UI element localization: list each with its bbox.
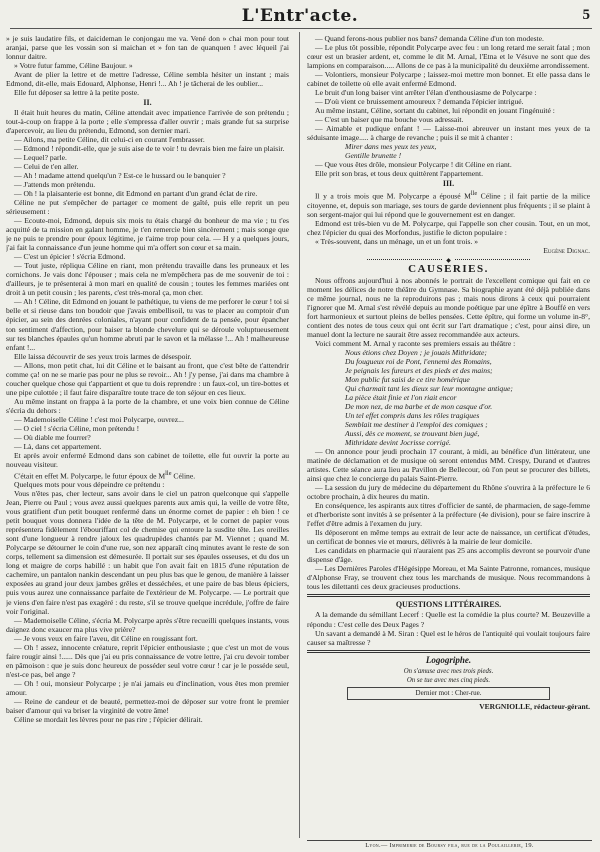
section-title: CAUSERIES. bbox=[408, 262, 489, 275]
article-paragraph: Edmond est très-bien vu de M. Polycarpe, qui l'appelle son cher cousin. Tout, en un mot, chez l'épicier du quai des Morfondus, justifie le dicton populaire : bbox=[307, 218, 590, 237]
verse-line: Qui charmait tant les dieux sur leur montagne antique; bbox=[345, 384, 513, 394]
section-heading: QUESTIONS LITTÉRAIRES. bbox=[395, 600, 502, 610]
article-paragraph: Il y a trois mois que M. Polycarpe a épousé $M^{lle}$ Céline ; il fait partie de la milice citoyenne, et, depuis son mariage, ses tours de garde deviennent plus fréquents ; il se plaint à son sergent-major qui lui répond que le gouvernement est en danger. bbox=[307, 190, 590, 219]
article-paragraph: Un savant a demandé à M. Siran : Quel est le héros de l'antiquité qui voulait toujours faire causer sa maîtresse ? bbox=[307, 628, 590, 647]
article-paragraph: — J'attends mon prétendu. bbox=[14, 180, 96, 190]
article-paragraph: — C'est un épicier ! s'écria Edmond. bbox=[14, 252, 126, 262]
article-paragraph: — D'où vient ce bruissement amoureux ? demanda l'épicier intrigué. bbox=[315, 97, 524, 107]
section-rule bbox=[307, 650, 590, 653]
editor-credit: VERGNIOLLE, rédacteur-gérant. bbox=[479, 701, 590, 711]
article-paragraph: Vous n'êtes pas, cher lecteur, sans avoir dans le ciel un patron quelconque qui s'appelle Jean, Pierre ou Paul ; vous avez aussi quelques parents aux amis qui, la veille de votre fête, vous gratifient d'un petit bouquet renfermé dans un énorme cornet de papier : eh bien ! ce petit bouquet vous donnera l'idée de la tête de M. Polycarpe, et le cornet de papier vous représentera fidèlement l'ébouriffant col de chemise qui entoure la susdite tête. Les oreilles sont d'une longueur à rendre jaloux les quadrupèdes chantés par M. Viennet ; quand M. Polycarpe se détourner le coin d'une rue, son nez apparaît cinq minutes avant le reste de son corps, tellement sa dimension est démesurée. Il portait sur ses épaules osseuses, et du dos un long et maigre de corps habillé : un habit que l'on avait fait en 1815 d'une réputation de cachemire, un pantalon nankin descendant un peu plus bas que le genou, de manière à laisser exposées au grand jour deux jambes grêles et desséchées, et une paire de bas bleus épiciers, puis vous aurez une connaissance parfaite de l'extérieur de M. Polycarpe. — Le portrait que je viens d'en faire n'est pas exagéré : du reste, s'il se trouve quelque incrédule, j'offre de faire voir l'original. bbox=[6, 489, 289, 616]
verse-line: Je peignais les fureurs et des pieds et des mains; bbox=[345, 366, 493, 376]
verse-line: Un tel effet compris dans les rôles tragiques bbox=[345, 411, 480, 421]
article-paragraph: — Celui de t'en aller. bbox=[14, 162, 79, 172]
article-paragraph: — Le plus tôt possible, répondit Polycarpe avec feu : un long retard me serait fatal ; mon cœur est un brasier ardent, et, comme le dit M. Arnal, l'Etna et le Vésuve ne sont que des lampions en comparaison..... Allons de ce pas à la municipalité du deuxième arrondissement. bbox=[307, 43, 590, 71]
section-heading: II. bbox=[143, 98, 152, 108]
article-paragraph: C'était en effet M. Polycarpe, le futur époux de $M^{lle}$ Céline. bbox=[14, 469, 196, 481]
answer-box: Dernier mot : Cher-rue. bbox=[347, 687, 550, 700]
column-divider bbox=[299, 32, 300, 838]
article-paragraph: Quelques mots pour vous dépeindre ce prétendu : bbox=[14, 480, 165, 490]
printer-imprint: Lyon.— Imprimerie de Boursy fils, rue de la Poulaillerie, 19. bbox=[307, 840, 592, 849]
article-paragraph: — Ah ! Céline, dit Edmond en jouant le pathétique, tu viens de me perforer le cœur ! toi si belle et si rieuse dans ton boudoir que j'avais embellisoil, tu vas te placer au comptoir d'un épicier, au sein des denrées coloniales, n'ayant pour confident de ta pensée, pour épancher ton sentiment d'affection, pour baiser ta blonde chevelure qui se déroule voluptueusement sur tes blanches épaules qu'un homme abruti par le savon et la mélasse !... Ah ! malheureuse enfant !... bbox=[6, 297, 289, 352]
riddle-line: On se tue avec mes cinq pieds. bbox=[406, 676, 491, 684]
verse-line: De mon nez, de ma barbe et de mon casque d'or. bbox=[345, 402, 493, 412]
article-paragraph: — On annonce pour jeudi prochain 17 courant, à midi, au bénéfice d'un littérateur, une matinée de déclamation et de musique où seront entendus MM. Crespy, Durand et d'autres artistes. Cette séance aura lieu au Pavillon de Bellecour, où l'on peut se procurer des billets, ainsi que chez le concierge du palais Saint-Pierre. bbox=[307, 447, 590, 484]
newspaper-title: L'Entr'acte. bbox=[241, 6, 359, 26]
article-paragraph: — Oh ! oui, monsieur Polycarpe ; je n'ai jamais eu d'inclination, vous êtes mon premier amour. bbox=[6, 678, 289, 697]
article-paragraph: Les candidats en pharmacie qui n'auraient pas 25 ans accomplis devront se pourvoir d'une dispense d'âge. bbox=[307, 546, 590, 565]
riddle-line: On s'amuse avec mes trois pieds. bbox=[403, 667, 494, 675]
section-rule bbox=[307, 594, 590, 597]
article-paragraph: » Votre futur famme, Céline Baujour. » bbox=[14, 61, 133, 71]
article-paragraph: — Allons, mon petit chat, lui dit Céline et le baisant au front, que c'est bête de t'attendrir comme ça! on ne se marie pas pour ne plus se revoir... Ah ! j'y pense, j'ai dans ma chambre à coucher quelque chose qui t'appartient et que tu dois reprendre : un faux-col, un tire-bottes et une pipe culottée ; il faut faire disparaître toute trace de ton séjour en ces lieux. bbox=[6, 360, 289, 397]
verse-line: La pièce était finie et l'on riait encor bbox=[345, 393, 457, 403]
article-paragraph: — Ailons, ma petite Céline, dit celui-ci en courant l'embrasser. bbox=[14, 135, 205, 145]
article-paragraph: — Aimable et pudique enfant ! — Laisse-moi abreuver un instant mes yeux de ta séduisante image..... à charge de revanche ; puis il se mit à chanter : bbox=[307, 124, 590, 143]
verse-line: Aussi, dès ce moment, se trouvant bien jugé, bbox=[345, 429, 480, 439]
verse-line: Mirer dans mes yeux tes yeux, bbox=[345, 142, 437, 152]
article-paragraph: Il était huit heures du matin, Céline attendait avec impatience l'arrivée de son prétendu ; tout-à-coup on frappe à la porte ; elle s'empressa d'aller ouvrir ; mais grande fut sa surprise d'apercevoir, au lieu du prétendu, Edmond, son dernier mari. bbox=[6, 108, 289, 136]
article-paragraph: En conséquence, les aspirants aux titres d'officier de santé, de pharmacien, de sage-femme et d'herboriste sont invités à se présenter à la préfecture (4e division), pour se faire inscrire à l'effet d'être admis à l'examen du jury. bbox=[307, 501, 590, 529]
right-column bbox=[307, 34, 590, 844]
article-paragraph: — Ah ! madame attend quelqu'un ? Est-ce le hussard ou le banquier ? bbox=[14, 171, 226, 181]
article-paragraph: Elle laissa découvrir de ses yeux trois larmes de désespoir. bbox=[14, 351, 192, 361]
page-header bbox=[0, 0, 600, 30]
article-paragraph: — Les Dernières Paroles d'Hégésippe Moreau, et Ma Sainte Patronne, romances, musique d'Alphonse Fray, se trouvent chez tous les marchands de musique. Nous recommandons à tous les dilettanti ces deux gracieuses productions. bbox=[307, 564, 590, 592]
article-paragraph: — Volontiers, monsieur Polycarpe ; laissez-moi mettre mon bonnet. Et elle passa dans le cabinet de toilette où elle avait enfermé Edmond. bbox=[307, 70, 590, 89]
left-column bbox=[6, 34, 289, 844]
article-paragraph: A la demande du sémillant Lecerf : Quelle est la comédie la plus courte? M. Beuzeville a répondu : C'est celle des Deux Pages ? bbox=[307, 610, 590, 629]
article-paragraph: Ils déposeront en même temps au extrait de leur acte de naissance, un certificat d'études, un certificat de bonnes vie et mœurs, délivrés à la mairie de leur domicile. bbox=[307, 528, 590, 547]
riddle-title: Logogriphe. bbox=[425, 654, 472, 665]
article-paragraph: Le bruit d'un long baiser vint arrêter l'élan d'enthousiasme de Polycarpe : bbox=[315, 88, 537, 98]
verse-line: Semblait me destiner à l'emploi des comiques ; bbox=[345, 420, 488, 430]
article-paragraph: — O ciel ! s'écria Céline, mon prétendu ! bbox=[14, 423, 140, 433]
verse-line: Mithridate devint Jocrisse corrigé. bbox=[345, 438, 451, 448]
article-paragraph: — Ecoute-moi, Edmond, depuis six mois tu étais chargé du bonheur de ma vie ; tu t'es acquitté de ta mission en galant homme, je t'en remercie bien sincèrement ; mais songe que je ne puis te prendre pour époux légitime, je t'aime trop pour cela. — H y a quelques jours, j'ai fait la connaissance d'un jeune homme qui m'a offert son cœur et sa main. bbox=[6, 216, 289, 253]
verse-line: Mon public fut saisi de ce tire homérique bbox=[345, 375, 470, 385]
author-signature: Eugène Dignac. bbox=[543, 245, 590, 255]
article-paragraph: Elle fut déposer sa lettre à la petite poste. bbox=[14, 88, 140, 98]
article-paragraph: Et après avoir enfermé Edmond dans son cabinet de toilette, elle fut ouvrir la porte au nouveau visiteur. bbox=[6, 450, 289, 469]
article-paragraph: — Mademoiselle Céline ! c'est moi Polycarpe, ouvrez... bbox=[14, 414, 184, 424]
article-paragraph: — Quand ferons-nous publier nos bans? demanda Céline d'un ton modeste. bbox=[315, 34, 544, 43]
article-paragraph: — Tout juste, répliqua Céline en riant, mon prétendu travaille dans les pruneaux et les cornichons. Je vais donc l'épouser ; mais cela ne m'empêchera pas de me souvenir de toi : d'ailleurs, je te présenterai à mon mari en qualité de cousin ; toutes les femmes mariées ont droit à un petit cousin ; les parents, c'est très-moral ça, mon cher. bbox=[6, 261, 289, 298]
verse-line: Gentille brunette ! bbox=[345, 151, 402, 161]
article-paragraph: Nous offrons aujourd'hui à nos abonnés le portrait de l'excellent comique qui fait en ce moment les délices de notre théâtre du Gymnase. Sa biographie ayant été déjà publiée dans ce même journal, nous ne la reproduirons pas ; mais nous dirons à ceux qui pourraient l'ignorer que M. Arnal s'est révélé depuis au monde poétique par une épître à Bouffé en vers fort harmonieux et surtout pleins de belles pensées. Cette épître, qui forme un volume in-8°, contient des notes de tous ceux qui ont écrit sur l'art dramatique ; c'est, pour ainsi dire, un manuel dont la lecture ne saurait être assez recommandée aux acteurs. bbox=[307, 275, 590, 340]
article-paragraph: — La session du jury de médecine du département du Rhône s'ouvrira à la préfecture le 6 octobre prochain, à dix heures du matin. bbox=[307, 483, 590, 502]
article-paragraph: — Edmond ! répondit-elle, que je suis aise de te voir ! tu devrais bien me faire un plaisir. bbox=[14, 144, 285, 154]
article-paragraph: Au même instant, Céline, sortant du cabinet, lui répondit en jouant l'ingénuité : bbox=[315, 106, 555, 116]
article-paragraph: — Où diable me fourrer? bbox=[14, 432, 91, 442]
article-paragraph: Céline se mordait les lèvres pour ne pas rire ; l'épicier délirait. bbox=[14, 714, 203, 724]
verse-line: Nous étions chez Doyen ; je jouais Mithridate; bbox=[345, 348, 487, 358]
article-paragraph: » je suis laudatire fils, et daicideman le conjongau me va. Vené don » chai mon pour tout aranjai, parse que les vossin son si maichan et » fon tan de quanquen ! avec léqueil j'ai lonnur daitre. bbox=[6, 34, 289, 62]
section-heading: III. bbox=[442, 179, 455, 189]
article-paragraph: Au même instant on frappa à la porte de la chambre, et une voix bien connue de Céline s'écria du dehors : bbox=[6, 396, 289, 415]
article-paragraph: — Là, dans cet appartement. bbox=[14, 441, 102, 451]
article-paragraph: — C'est un baiser que ma bouche vous adressait. bbox=[315, 115, 464, 125]
article-paragraph: Céline ne put s'empêcher de partager ce moment de gaîté, puis elle reprit un peu sérieusement : bbox=[6, 198, 289, 217]
article-paragraph: « Très-souvent, dans un ménage, un et un font trois. » bbox=[315, 236, 479, 246]
article-paragraph: — Oh ! la plaisanterie est bonne, dit Edmond en partant d'un grand éclat de rire. bbox=[14, 189, 258, 199]
article-paragraph: Avant de plier la lettre et de mettre l'adresse, Céline sembla hésiter un instant ; mais Edmond, dit-elle, mais Edouard, Alphonse, Henri !... Ah ! je tâcherai de les oublier... bbox=[6, 70, 289, 89]
article-paragraph: — Je vous veux en faire l'aveu, dit Céline en rougissant fort. bbox=[14, 633, 198, 643]
header-rule bbox=[10, 28, 592, 29]
article-paragraph: — Lequel? parle. bbox=[14, 153, 67, 163]
ornament-separator bbox=[307, 255, 590, 263]
article-paragraph: Voici comment M. Arnal y raconte ses premiers essais au théâtre : bbox=[315, 339, 516, 349]
verse-line: Du fougueux roi de Pont, l'ennemi des Romains, bbox=[345, 357, 492, 367]
article-paragraph: Elle prit son bras, et tous deux quittèrent l'appartement. bbox=[315, 169, 483, 179]
article-paragraph: — Oh ! assez, innocente créature, reprit l'épicier enthousiaste ; que c'est un mot de vous faire rougir ainsi !...... Dès que j'ai eu pris connaissance de votre lettre, j'ai cru devoir tomber en pâmoison : que je suis donc heureux de posséder seul votre cœur ! car je le posséde seul, n'est-ce pas, bel ange ? bbox=[6, 642, 289, 679]
article-paragraph: — Reine de candeur et de beauté, permettez-moi de déposer sur votre front le premier baiser d'amour qui va briser la virginité de votre âme! bbox=[6, 696, 289, 715]
article-paragraph: — Que vous êtes drôle, monsieur Polycarpe ! dit Céline en riant. bbox=[315, 160, 512, 170]
page-number: 5 bbox=[582, 7, 590, 23]
article-paragraph: — Mademoiselle Céline, s'écria M. Polycarpe après s'être recueilli quelques instants, vous daignez donc exaucer ma plus vive prière? bbox=[6, 615, 289, 634]
